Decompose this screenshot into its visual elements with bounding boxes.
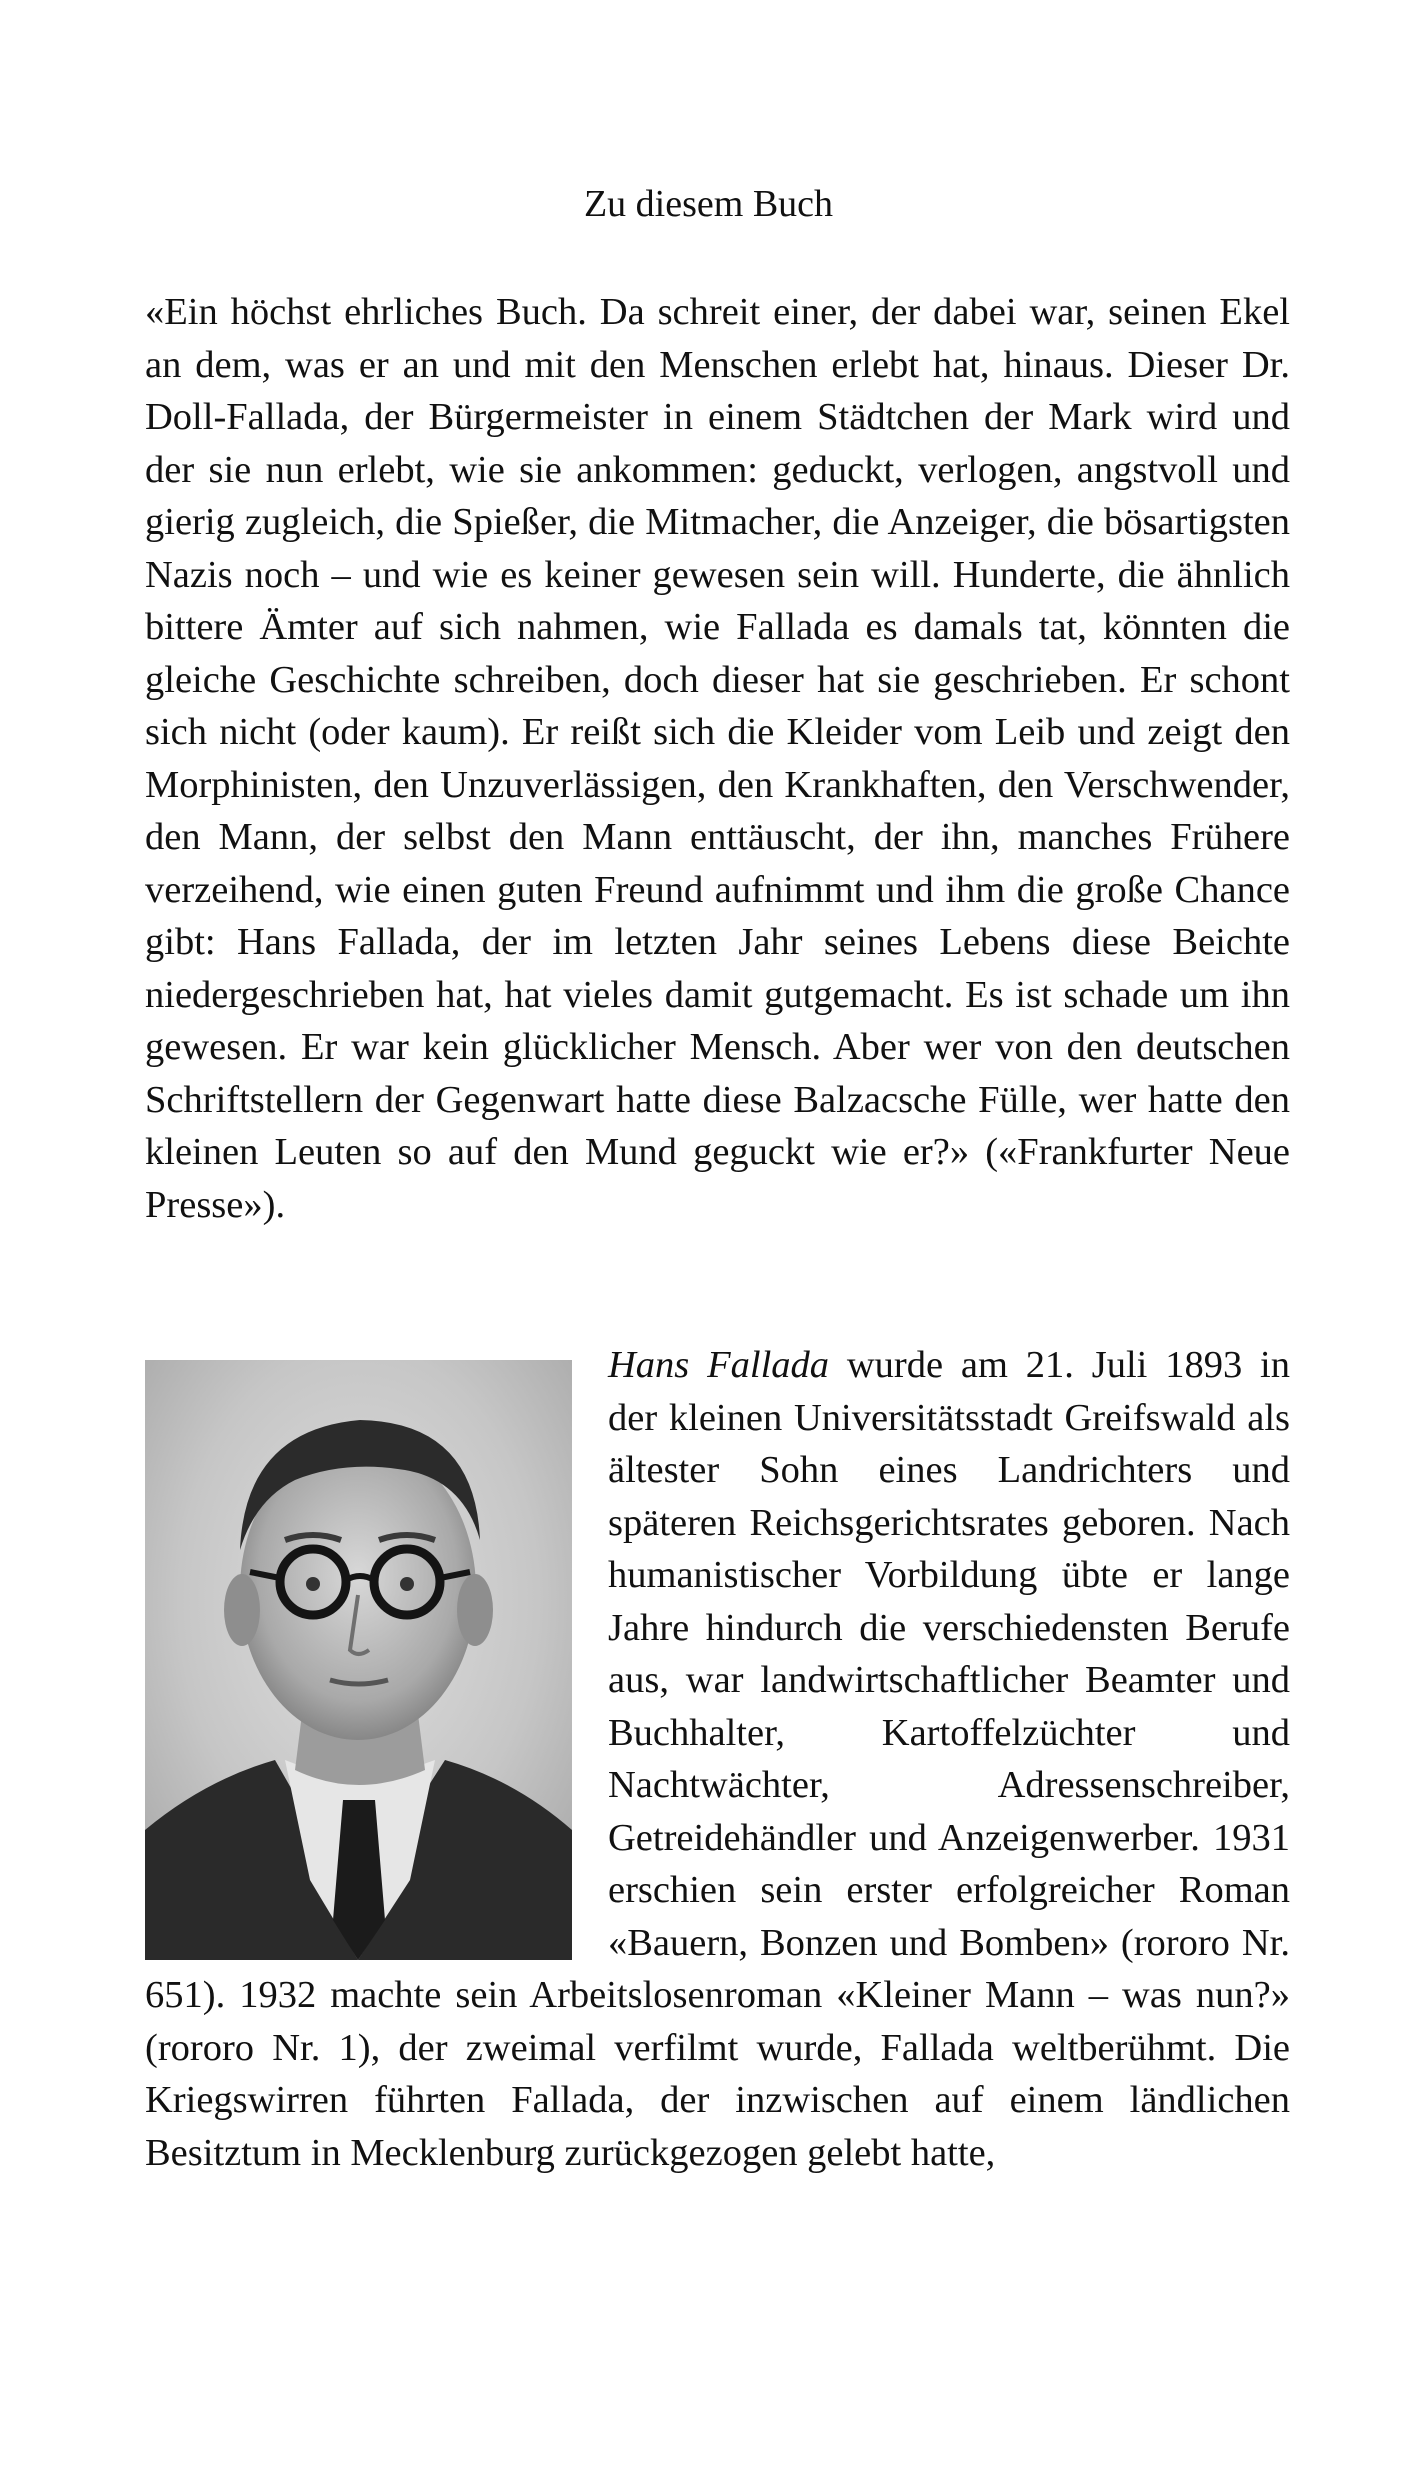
author-bio — [145, 1339, 1290, 2179]
author-name: Hans Fallada — [608, 1344, 830, 1386]
author-bio-text: wurde am 21. Juli 1893 in der kleinen Universitätsstadt Greifswald als ältester Sohn eines Landrichters und späteren Reichsgerichtsrates geboren. Nach humanistischer Vorbildung übte er lange Jahre hindurch die verschiedensten Berufe aus, war landwirtschaftlicher Beamter und Buchhalter, Kartoffelzüchter und Nachtwächter, Adressenschreiber, Getreidehändler und Anzeigenwerber. 1931 erschien sein erster erfolgreicher Roman «Bauern, Bonzen und Bomben» (rororo Nr. 651). 1932 machte sein Arbeitslosenroman «Kleiner Mann – was nun?» (rororo Nr. 1), der zweimal verfilmt wurde, Fallada weltberühmt. Die Kriegswirren führten Fallada, der inzwischen auf einem ländlichen Besitztum in Mecklenburg zurückgezogen gelebt hatte, — [145, 1344, 1291, 2174]
page-title: Zu diesem Buch — [583, 183, 834, 225]
author-portrait-image — [145, 1360, 572, 1960]
author-portrait — [145, 1360, 572, 1960]
press-quote: «Ein höchst ehrliches Buch. Da schreit einer, der dabei war, seinen Ekel an dem, was er an und mit den Menschen erlebt hat, hinaus. Dieser Dr. Doll-Fallada, der Bürgermeister in einem Städtchen der Mark wird und der sie nun erlebt, wie sie ankommen: geduckt, verlogen, angstvoll und gierig zugleich, die Spießer, die Mitmacher, die Anzeiger, die bösartigsten Nazis noch – und wie es keiner gewesen sein will. Hunderte, die ähnlich bittere Ämter auf sich nahmen, wie Fallada es damals tat, könnten die gleiche Geschichte schreiben, doch dieser hat sie geschrieben. Er schont sich nicht (oder kaum). Er reißt sich die Kleider vom Leib und zeigt den Morphinisten, den Unzuverlässigen, den Krankhaften, den Verschwender, den Mann, der selbst den Mann enttäuscht, der ihn, manches Frühere verzeihend, wie einen guten Freund aufnimmt und ihm die große Chance gibt: Hans Fallada, der im letzten Jahr seines Lebens diese Beichte niedergeschrieben hat, hat vieles damit gutgemacht. Es ist schade um ihn gewesen. Er war kein glücklicher Mensch. Aber wer von den deutschen Schriftstellern der Gegenwart hatte diese Balzacsche Fülle, wer hatte den kleinen Leuten so auf den Mund geguckt wie er?» («Frankfurter Neue Presse»). — [145, 291, 1290, 1226]
